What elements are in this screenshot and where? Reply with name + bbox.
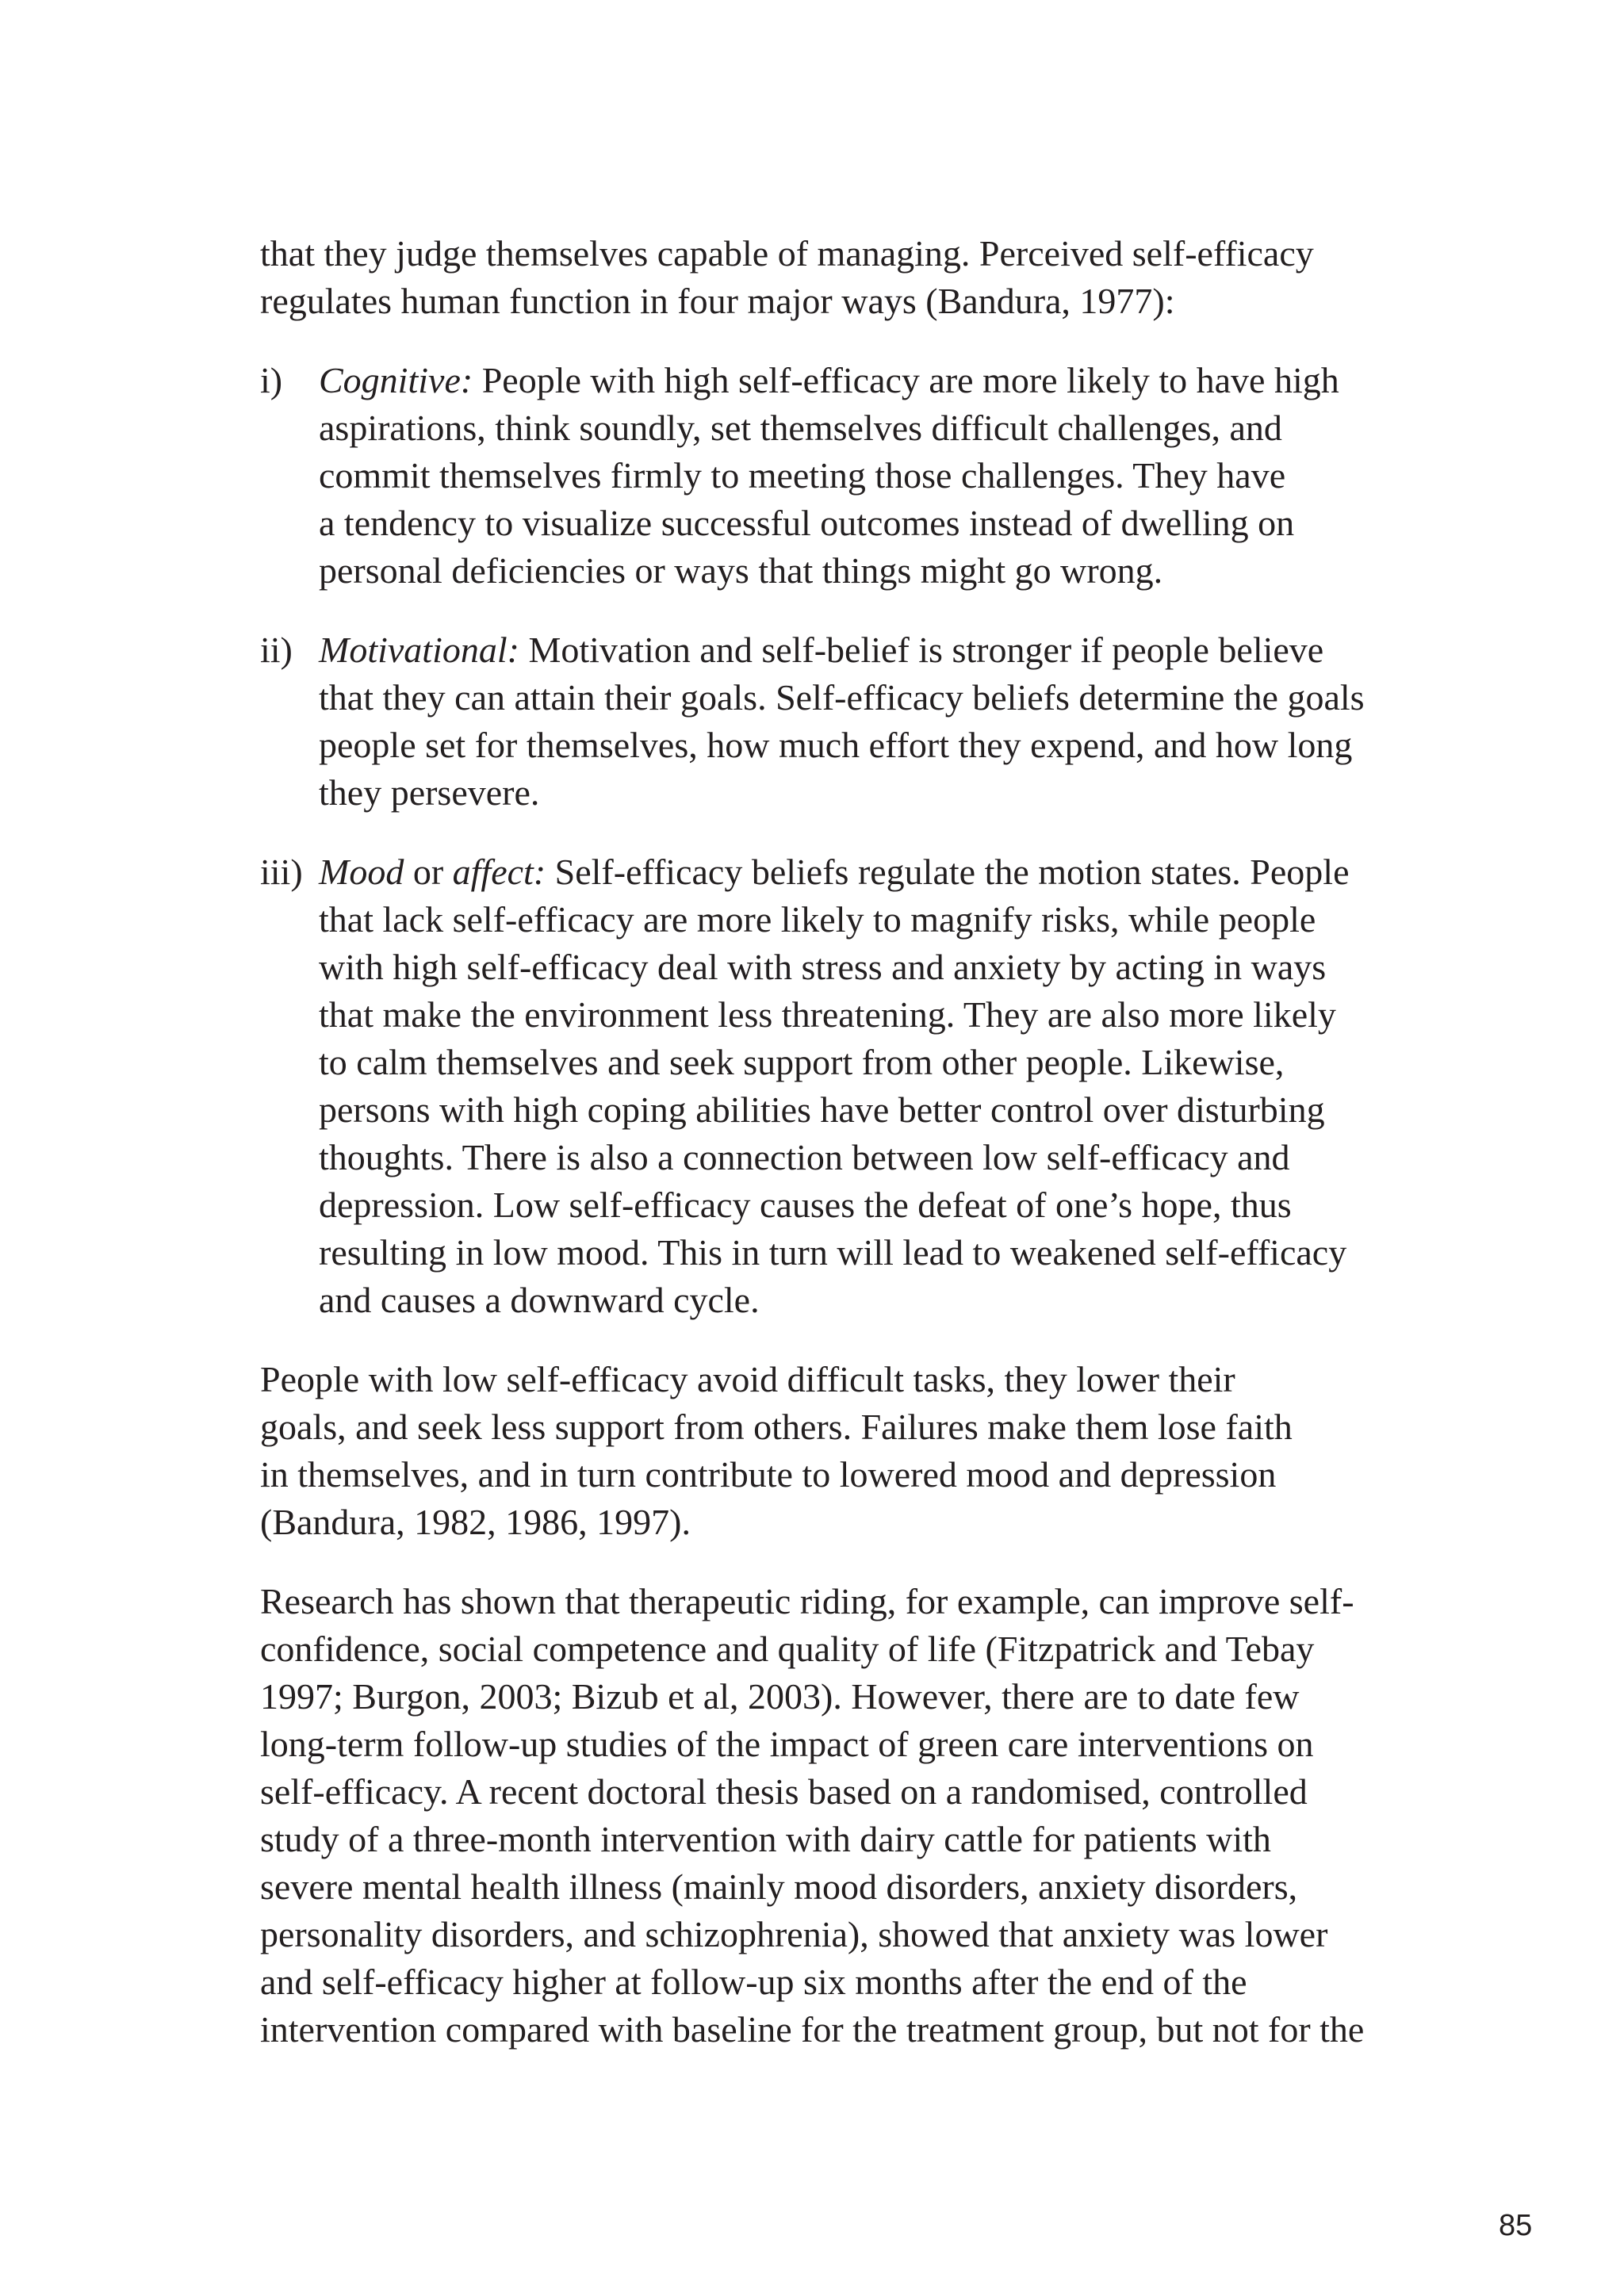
list-item-lead: Motivational: xyxy=(319,630,519,670)
page-number: 85 xyxy=(1499,2209,1533,2242)
text-line: with high self-efficacy deal with stress and anxiety by acting in ways xyxy=(319,947,1327,987)
text-line: study of a three-month intervention with dairy cattle for patients with xyxy=(260,1819,1271,1859)
list-marker: ii) xyxy=(260,630,293,670)
text-line: that they judge themselves capable of managing. Perceived self-efficacy xyxy=(260,233,1314,274)
text-line: confidence, social competence and quality of life (Fitzpatrick and Tebay xyxy=(260,1629,1315,1669)
list-item-text: Motivation and self-belief is stronger if people believe xyxy=(519,630,1324,670)
list-marker: i) xyxy=(260,360,283,400)
text-line: regulates human function in four major ways (Bandura, 1977): xyxy=(260,281,1175,321)
text-line: Research has shown that therapeutic riding, for example, can improve self- xyxy=(260,1581,1354,1621)
text-line: self-efficacy. A recent doctoral thesis based on a randomised, controlled xyxy=(260,1771,1308,1812)
list-item-lead-secondary: affect: xyxy=(452,852,546,892)
text-line: 1997; Burgon, 2003; Bizub et al, 2003). However, there are to date few xyxy=(260,1676,1300,1717)
text-line: they persevere. xyxy=(319,772,540,813)
list-marker: iii) xyxy=(260,852,303,892)
list-item-cognitive xyxy=(260,357,1402,595)
text-line: thoughts. There is also a connection between low self-efficacy and xyxy=(319,1137,1290,1177)
list-item-motivational xyxy=(260,626,1402,817)
efficacy-ways-list xyxy=(260,357,1402,1324)
text-line: (Bandura, 1982, 1986, 1997). xyxy=(260,1502,691,1542)
text-line: and causes a downward cycle. xyxy=(319,1280,760,1320)
text-line: intervention compared with baseline for the treatment group, but not for the xyxy=(260,2009,1365,2050)
text-line: goals, and seek less support from others. Failures make them lose faith xyxy=(260,1407,1293,1447)
list-item-text: People with high self-efficacy are more likely to have high xyxy=(473,360,1339,400)
list-item-lead: Cognitive: xyxy=(319,360,473,400)
text-line: a tendency to visualize successful outcomes instead of dwelling on xyxy=(319,503,1295,543)
text-line: severe mental health illness (mainly mood disorders, anxiety disorders, xyxy=(260,1866,1298,1907)
list-item-mood xyxy=(260,848,1402,1324)
text-line: depression. Low self-efficacy causes the defeat of one’s hope, thus xyxy=(319,1185,1292,1225)
text-line: resulting in low mood. This in turn will lead to weakened self-efficacy xyxy=(319,1232,1347,1273)
text-line: personality disorders, and schizophrenia), showed that anxiety was lower xyxy=(260,1914,1328,1954)
list-item-lead: Mood xyxy=(319,852,404,892)
page-body xyxy=(260,230,1402,2085)
text-line: People with low self-efficacy avoid difficult tasks, they lower their xyxy=(260,1359,1235,1399)
text-line: to calm themselves and seek support from other people. Likewise, xyxy=(319,1042,1285,1082)
text-line xyxy=(319,848,1402,896)
text-line: that lack self-efficacy are more likely to magnify risks, while people xyxy=(319,899,1316,940)
text-line: commit themselves firmly to meeting those challenges. They have xyxy=(319,455,1286,496)
text-line xyxy=(319,357,1402,404)
intro-paragraph xyxy=(260,230,1402,325)
text-line xyxy=(319,626,1402,674)
list-item-joiner: or xyxy=(404,852,453,892)
text-line: long-term follow-up studies of the impact of green care interventions on xyxy=(260,1724,1314,1764)
text-line: and self-efficacy higher at follow-up six months after the end of the xyxy=(260,1962,1247,2002)
text-line: personal deficiencies or ways that things might go wrong. xyxy=(319,550,1163,591)
text-line: that make the environment less threatening. They are also more likely xyxy=(319,994,1336,1035)
text-line: persons with high coping abilities have better control over disturbing xyxy=(319,1089,1325,1130)
text-line: aspirations, think soundly, set themselves difficult challenges, and xyxy=(319,408,1282,448)
paragraph-low-efficacy xyxy=(260,1356,1402,1546)
text-line: in themselves, and in turn contribute to lowered mood and depression xyxy=(260,1454,1277,1495)
paragraph-research xyxy=(260,1578,1402,2054)
text-line: people set for themselves, how much effort they expend, and how long xyxy=(319,725,1353,765)
text-line: that they can attain their goals. Self-efficacy beliefs determine the goals xyxy=(319,677,1365,718)
list-item-text: Self-efficacy beliefs regulate the motion states. People xyxy=(546,852,1350,892)
